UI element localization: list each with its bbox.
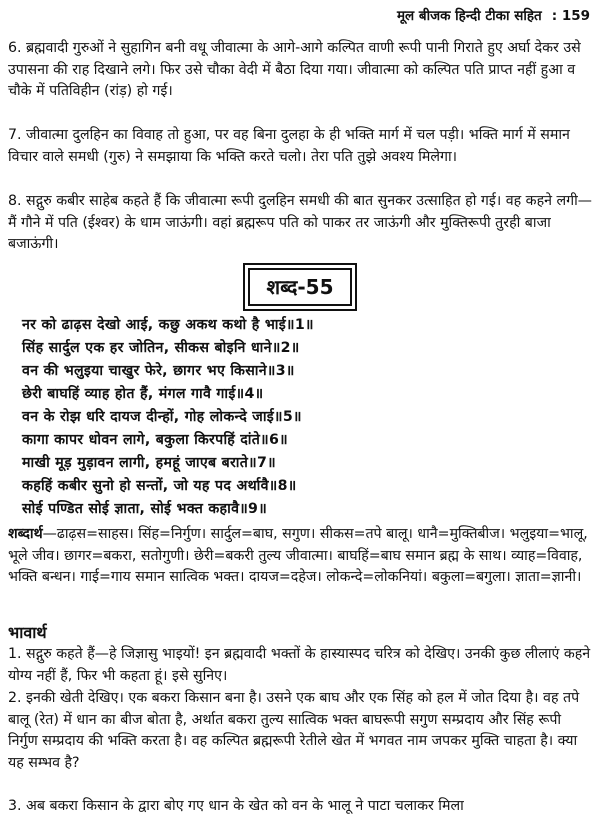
verse-line-1: नर को ढाढ़स देखो आई, कछु अकथ कथो है भाई॥1॥ — [22, 317, 314, 333]
bhavarth-heading: भावार्थ — [8, 623, 47, 642]
verse-line-3: वन की भलुइया चाखुर फेरे, छागर भए किसाने॥3॥ — [22, 363, 295, 379]
verse-line-9: सोई पण्डित सोई ज्ञाता, सोई भक्त कहावै॥9॥ — [22, 501, 268, 517]
glossary-text: —ढाढ़स=साहस। सिंह=निर्गुण। सार्दुल=बाघ, सगुण। सीकस=तपे बालू। धानै=मुक्तिबीज। भलुइया=भालू, भूले जीव। छागर=बकरा, सतोगुणी। छेरी=बकरी तुल्य जीवात्मा। बाघहिं=बाघ समान ब्रह्म के साथ। व्याह=विवाह, भक्ति बन्धन। गाई=गाय समान सात्विक भक्त। दायज=दहेज। लोकन्दे=लोकनियां। बकुला=बगुला। ज्ञाता=ज्ञानी। — [8, 526, 588, 585]
intro-paragraph-8: 8. सद्गुरु कबीर साहेब कहते हैं कि जीवात्मा रूपी दुलहिन समधी की बात सुनकर उत्साहित हो गई। वह कहने लगी—मैं गौने में पति (ईश्वर) के धाम जाऊंगी। वहां ब्रह्मरूप पति को पाकर तर जाऊंगी और मुक्तिरूपी तुरही बाजा बजाऊंगी। — [8, 193, 592, 252]
verse-line-7: माखी मूड़ मुड़ावन लागी, हमहूं जाएब बराते॥7॥ — [22, 455, 276, 471]
header-title: मूल बीजक हिन्दी टीका सहित — [396, 8, 542, 24]
intro-paragraph-7: 7. जीवात्मा दुलहिन का विवाह तो हुआ, पर वह बिना दुलहा के ही भक्ति मार्ग में चल पड़ी। भक्ति मार्ग में समान विचार वाले समधी (गुरु) ने समझाया कि भक्ति करते चलो। तेरा पति तुझे अवश्य मिलेगा। — [8, 127, 570, 165]
page-number: : 159 — [551, 8, 590, 24]
verse-line-5: वन के रोझ धरि दायज दीन्हों, गोह लोकन्दे जाई॥5॥ — [22, 409, 302, 425]
bhavarth-paragraph-3: 3. अब बकरा किसान के द्वारा बोए गए धान के खेत को वन के भालू ने पाटा चलाकर मिला — [8, 798, 464, 814]
bhavarth-paragraph-2: 2. इनकी खेती देखिए। एक बकरा किसान बना है। उसने एक बाघ और एक सिंह को हल में जोत दिया है। वह तपे बालू (रेत) में धान का बीज बोता है, अर्थात बकरा तुल्य सात्विक भक्त बाघरूपी सगुण सम्प्रदाय और सिंह रूपी निर्गुण सम्प्रदाय की भक्ति करता है। वह कल्पित ब्रह्मरूपी रेतीले खेत में भगवत नाम जपकर मुक्ति चाहता है। क्या यह सम्भव है? — [8, 690, 580, 771]
glossary-label: शब्दार्थ — [8, 526, 43, 542]
verse-line-2: सिंह सार्दुल एक हर जोतिन, सीकस बोइनि धाने॥2॥ — [22, 340, 300, 356]
verse-line-6: कागा कापर धोवन लागे, बकुला किरपहिं दांते॥6॥ — [22, 432, 288, 448]
bhavarth-paragraph-1: 1. सद्गुरु कहते हैं—हे जिज्ञासु भाइयों! इन ब्रह्मवादी भक्तों के हास्यास्पद चरित्र को देखिए। उनकी कुछ लीलाएं कहने योग्य नहीं हैं, फिर भी कहता हूं। इसे सुनिए। — [8, 646, 591, 684]
verse-block — [22, 314, 582, 521]
running-header — [397, 6, 590, 24]
verse-line-8: कहहिं कबीर सुनो हो सन्तों, जो यह पद अर्थावै॥8॥ — [22, 478, 297, 494]
shabd-title: शब्द-55 — [248, 268, 352, 306]
glossary — [8, 524, 592, 589]
intro-paragraph-6: 6. ब्रह्मवादी गुरुओं ने सुहागिन बनी वधू जीवात्मा के आगे-आगे कल्पित वाणी रूपी पानी गिराते हुए अर्घा देकर उसे उपासना की राह दिखाने लगे। फिर उसे चौका वेदी में बैठा दिया गया। जीवात्मा को कल्पित पति प्राप्त नहीं हुआ व चौके में पतिविहीन (रांड़) हो गई। — [8, 40, 581, 99]
verse-line-4: छेरी बाघहिं व्याह होत हैं, मंगल गावै गाई॥4॥ — [22, 386, 264, 402]
